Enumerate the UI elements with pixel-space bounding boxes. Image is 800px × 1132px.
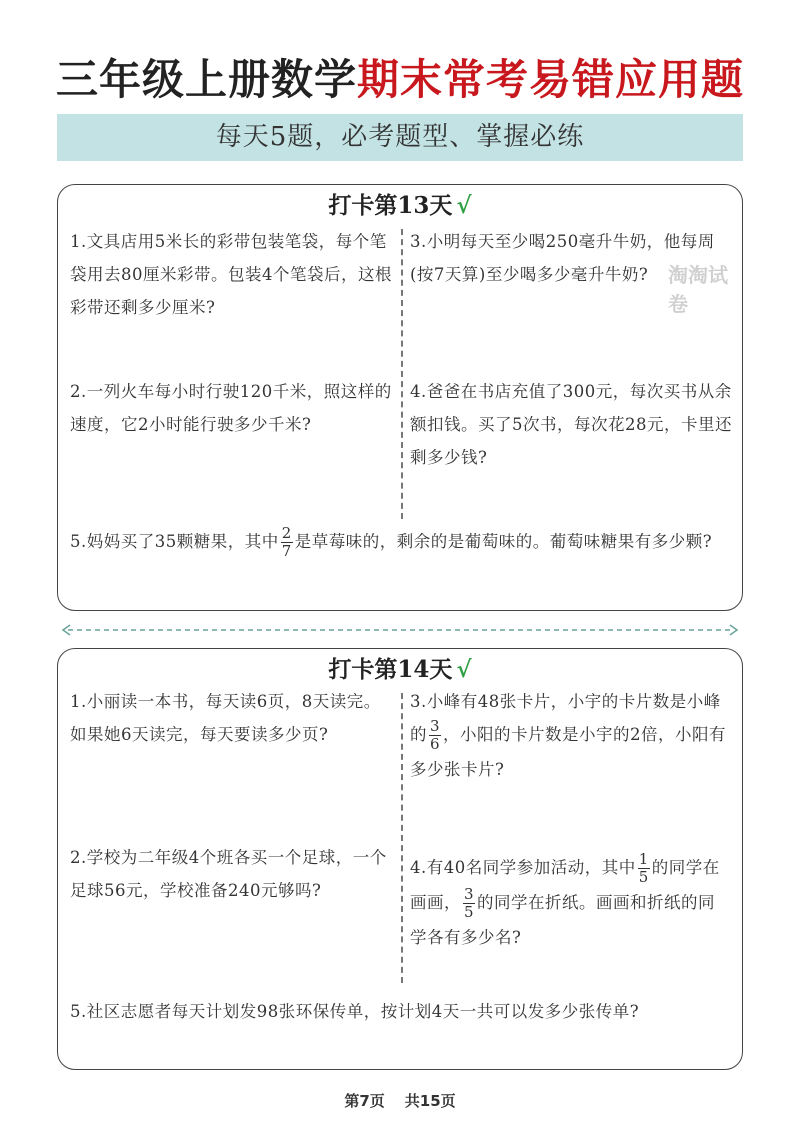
fraction-numerator: 2: [281, 524, 292, 542]
column-divider: [401, 693, 403, 983]
day13-question-5: [70, 525, 732, 560]
q4-text-after: 的同学在折纸。画画和折纸的同学各有多少名?: [410, 893, 716, 947]
day13-question-2: 2.一列火车每小时行驶120千米，照这样的速度，它2小时能行驶多少千米?: [70, 382, 392, 434]
fraction: [429, 718, 441, 753]
day14-question-4: [410, 851, 732, 954]
q5-text-after: 是草莓味的，剩余的是葡萄味的。葡萄味糖果有多少颗?: [294, 532, 713, 551]
check-icon: √: [456, 192, 472, 219]
fraction-denominator: 5: [464, 903, 475, 921]
day14-heading: [58, 655, 742, 685]
q3-text-after: ，小阳的卡片数是小宇的2倍，小阳有多少张卡片?: [410, 725, 727, 779]
page-number: 第7页: [344, 1092, 385, 1110]
subtitle-banner: 每天5题，必考题型、掌握必练: [57, 114, 743, 161]
day13-card: [57, 184, 743, 611]
total-pages: 共15页: [404, 1092, 456, 1110]
title-part1: 三年级上册数学: [55, 55, 357, 104]
day13-question-1: 1.文具店用5米长的彩带包装笔袋，每个笔袋用去80厘米彩带。包装4个笔袋后，这根彩带还剩多少厘米?: [70, 232, 392, 317]
q4-text-mid: 的同学在画画，: [410, 858, 720, 912]
q5-text-before: 5.妈妈买了35颗糖果，其中: [70, 532, 279, 551]
fraction-numerator: 3: [464, 885, 475, 903]
fraction-numerator: 3: [430, 717, 441, 735]
day13-heading: [58, 191, 742, 221]
column-divider: [401, 229, 403, 519]
q4-text-before: 4.有40名同学参加活动，其中: [410, 858, 636, 877]
check-icon: √: [456, 656, 472, 683]
fraction-denominator: 6: [430, 735, 441, 753]
page-footer: [0, 1090, 800, 1111]
title-part2: 期末常考易错应用题: [357, 55, 745, 104]
section-separator: [60, 623, 740, 637]
fraction: [281, 525, 293, 560]
day14-card: [57, 648, 743, 1070]
day13-question-3: 3.小明每天至少喝250毫升牛奶，他每周(按7天算)至少喝多少毫升牛奶?: [410, 232, 715, 284]
day14-question-5: 5.社区志愿者每天计划发98张环保传单，按计划4天一共可以发多少张传单?: [70, 1002, 640, 1021]
day13-heading-text: 打卡第13天: [328, 192, 453, 219]
day14-question-2: 2.学校为二年级4个班各买一个足球，一个足球56元，学校准备240元够吗?: [70, 848, 387, 900]
page-title: [0, 52, 800, 108]
day14-question-3: [410, 685, 732, 786]
fraction-numerator: 1: [638, 850, 649, 868]
day14-question-1: 1.小丽读一本书，每天读6页，8天读完。如果她6天读完，每天要读多少页?: [70, 692, 381, 744]
fraction: [638, 851, 650, 886]
fraction-denominator: 7: [281, 542, 292, 560]
fraction-denominator: 5: [638, 868, 649, 886]
watermark: 淘淘试卷: [668, 263, 728, 316]
day13-question-4: 4.爸爸在书店充值了300元，每次买书从余额扣钱。买了5次书，每次花28元，卡里还剩多少钱?: [410, 382, 732, 467]
fraction: [463, 886, 475, 921]
q3-text-before: 3.小峰有48张卡片，小宇的卡片数是小峰的: [410, 692, 721, 744]
day14-heading-text: 打卡第14天: [328, 656, 453, 683]
